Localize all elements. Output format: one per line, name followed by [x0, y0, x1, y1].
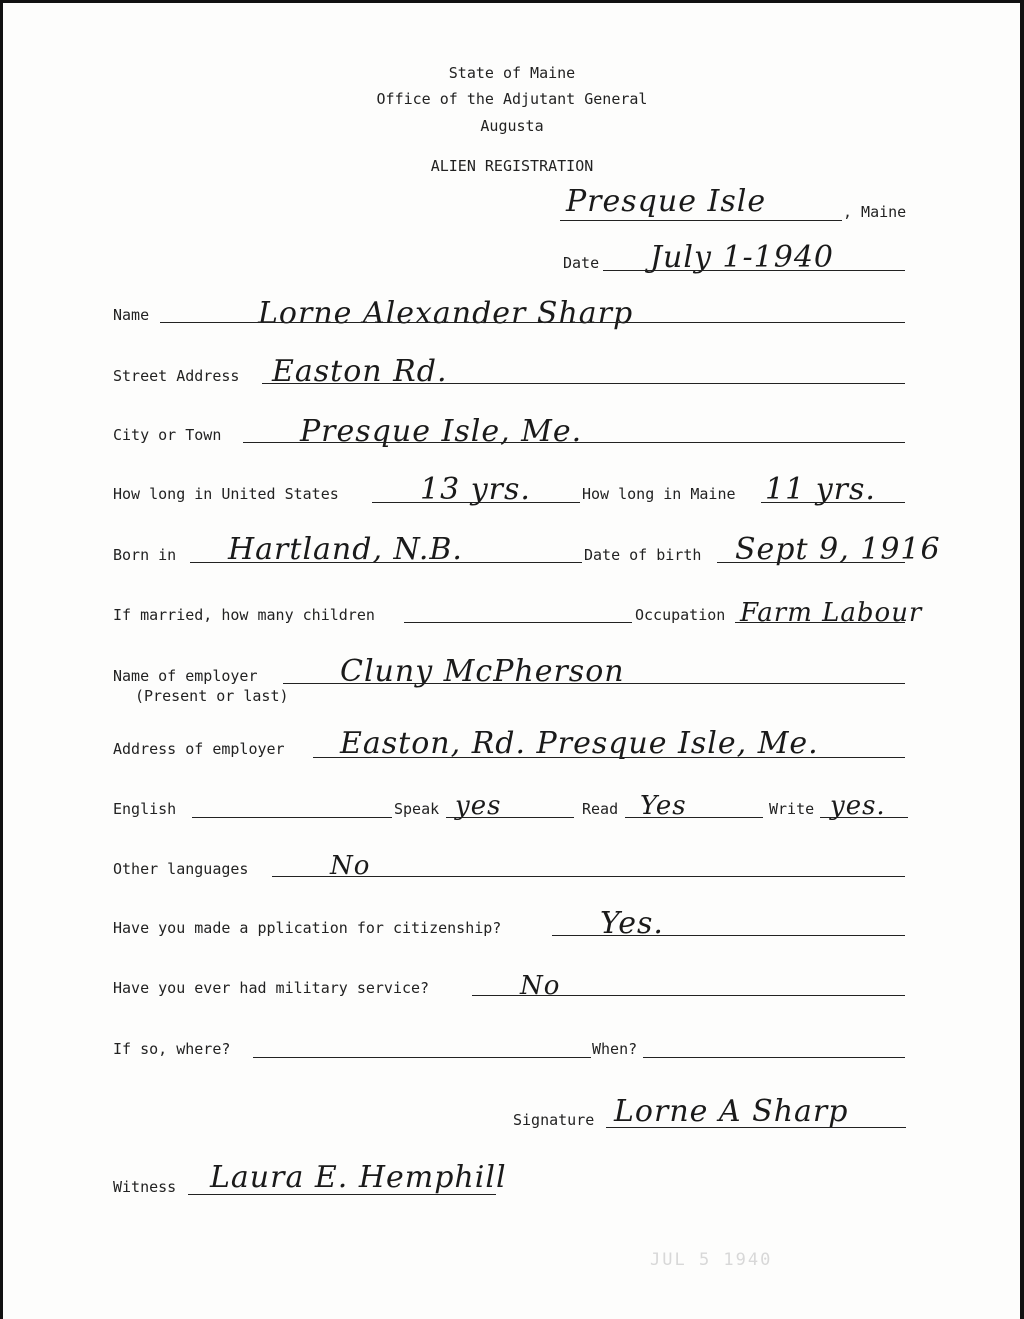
header-state: State of Maine [448, 64, 576, 82]
received-date-stamp: JUL 5 1940 [650, 1250, 773, 1270]
employer-address-value: Easton, Rd. Presque Isle, Me. [340, 726, 819, 761]
citizenship-label: Have you made a pplication for citizenship? [113, 919, 502, 937]
scan-border-top [0, 0, 1024, 3]
header-office: Office of the Adjutant General [376, 90, 648, 108]
street-label: Street Address [113, 367, 240, 385]
header-city: Augusta [480, 117, 544, 135]
scan-border-right [1020, 0, 1024, 1319]
place-suffix: , Maine [843, 203, 907, 221]
witness-label: Witness [113, 1178, 177, 1196]
when-label: When? [592, 1040, 638, 1058]
city-label: City or Town [113, 426, 222, 444]
date-line [603, 270, 905, 271]
city-line [243, 442, 905, 443]
write-label: Write [769, 800, 815, 818]
form-title: ALIEN REGISTRATION [430, 157, 594, 175]
us-time-line [372, 502, 580, 503]
dob-line [717, 562, 905, 563]
where-line [253, 1057, 591, 1058]
us-time-label: How long in United States [113, 485, 339, 503]
dob-value: Sept 9, 1916 [735, 532, 941, 567]
english-label: English [113, 800, 177, 818]
witness-value: Laura E. Hemphill [210, 1160, 507, 1195]
street-line [262, 383, 905, 384]
children-line [404, 622, 632, 623]
maine-time-line [761, 502, 905, 503]
dob-label: Date of birth [584, 546, 702, 564]
speak-line [446, 817, 574, 818]
witness-line [188, 1194, 496, 1195]
read-line [625, 817, 763, 818]
employer-value: Cluny McPherson [340, 654, 625, 689]
signature-line [606, 1127, 906, 1128]
read-label: Read [582, 800, 619, 818]
where-label: If so, where? [113, 1040, 231, 1058]
employer-address-label: Address of employer [113, 740, 285, 758]
employer-sublabel: (Present or last) [135, 687, 289, 705]
street-value: Easton Rd. [272, 354, 448, 389]
place-line [560, 220, 842, 221]
english-line [192, 817, 392, 818]
speak-value: yes [455, 791, 502, 821]
us-time-value: 13 yrs. [420, 472, 531, 507]
military-value: No [520, 971, 561, 1001]
occupation-line [735, 622, 905, 623]
read-value: Yes [640, 791, 687, 821]
other-languages-label: Other languages [113, 860, 249, 878]
occupation-value: Farm Labour [740, 598, 923, 628]
name-value: Lorne Alexander Sharp [258, 296, 634, 331]
other-languages-line [272, 876, 905, 877]
citizenship-line [552, 935, 905, 936]
born-label: Born in [113, 546, 177, 564]
when-line [643, 1057, 905, 1058]
occupation-label: Occupation [635, 606, 726, 624]
employer-address-line [313, 757, 905, 758]
write-line [820, 817, 908, 818]
employer-label: Name of employer [113, 667, 258, 685]
date-label: Date [563, 254, 600, 272]
date-value: July 1-1940 [650, 240, 834, 275]
write-value: yes. [830, 791, 886, 821]
military-line [472, 995, 905, 996]
name-label: Name [113, 306, 150, 324]
children-label: If married, how many children [113, 606, 375, 624]
born-line [190, 562, 582, 563]
other-languages-value: No [330, 851, 371, 881]
maine-time-label: How long in Maine [582, 485, 736, 503]
employer-line [283, 683, 905, 684]
signature-value: Lorne A Sharp [614, 1094, 849, 1129]
speak-label: Speak [394, 800, 440, 818]
scan-border-left [0, 0, 3, 1319]
city-value: Presque Isle, Me. [300, 414, 583, 449]
military-label: Have you ever had military service? [113, 979, 430, 997]
born-value: Hartland, N.B. [228, 532, 463, 567]
citizenship-value: Yes. [600, 906, 664, 941]
name-line [160, 322, 905, 323]
place-value: Presque Isle [566, 184, 767, 219]
signature-label: Signature [513, 1111, 595, 1129]
maine-time-value: 11 yrs. [765, 472, 876, 507]
